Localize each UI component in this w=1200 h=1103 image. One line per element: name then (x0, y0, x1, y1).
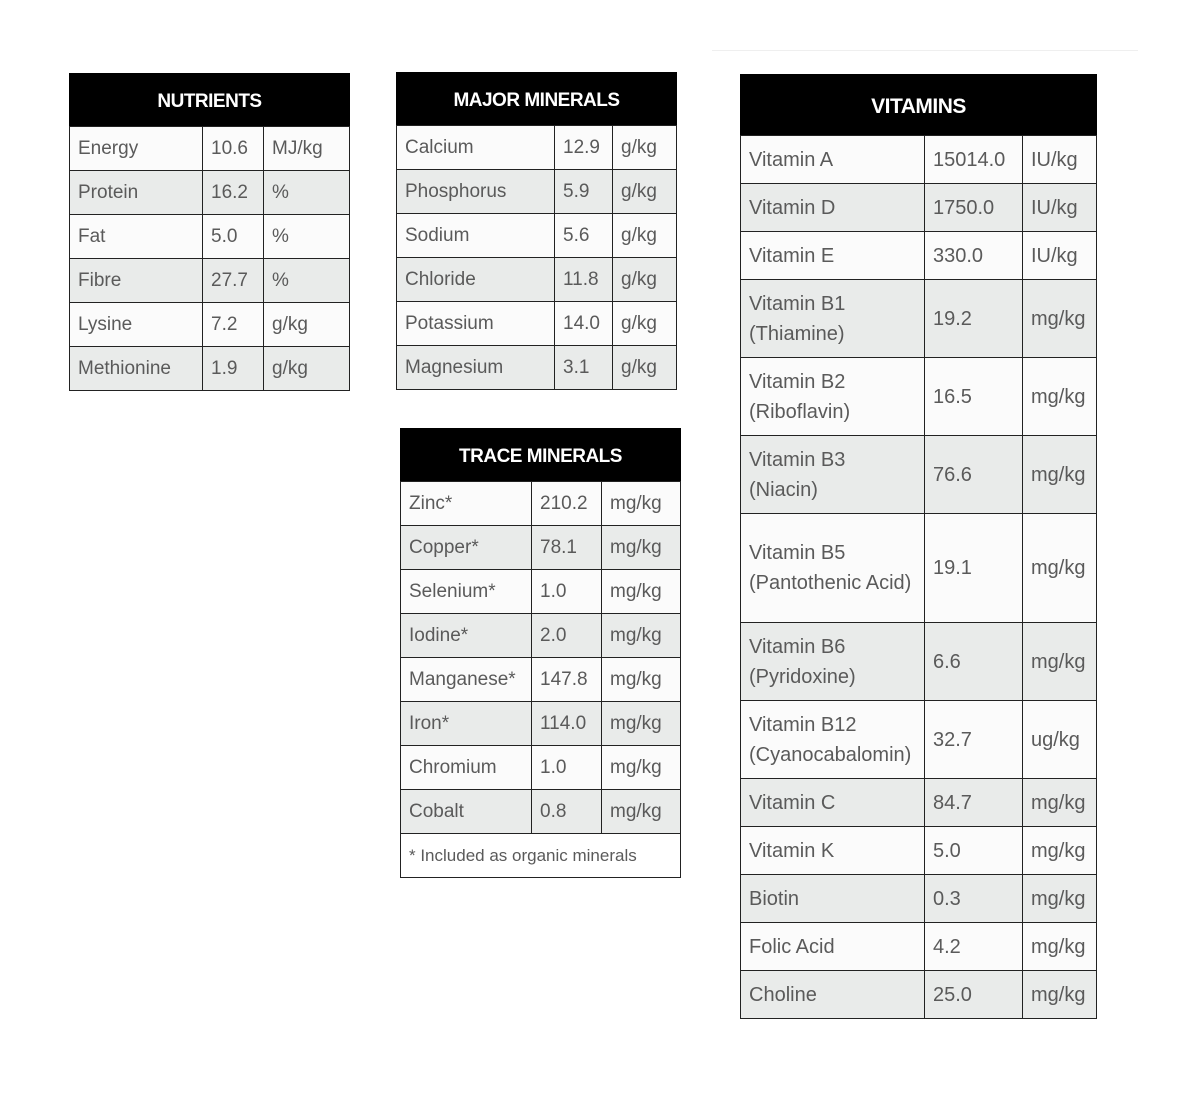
row-value: 14.0 (555, 302, 613, 346)
nutrients-table (69, 73, 350, 391)
row-value: 5.0 (203, 215, 264, 259)
major-minerals-title: MAJOR MINERALS (396, 72, 677, 125)
row-name: Protein (70, 171, 203, 215)
row-name: Vitamin A (741, 136, 925, 184)
row-value: 114.0 (532, 702, 602, 746)
row-unit: IU/kg (1023, 184, 1097, 232)
row-value: 10.6 (203, 127, 264, 171)
row-name: Phosphorus (397, 170, 555, 214)
row-value: 76.6 (925, 436, 1023, 514)
row-value: 11.8 (555, 258, 613, 302)
row-name: Iodine* (401, 614, 532, 658)
row-value: 16.5 (925, 358, 1023, 436)
row-unit: mg/kg (602, 482, 681, 526)
row-unit: ug/kg (1023, 701, 1097, 779)
row-unit: IU/kg (1023, 136, 1097, 184)
row-value: 25.0 (925, 971, 1023, 1019)
table-row (741, 623, 1097, 701)
row-name: Zinc* (401, 482, 532, 526)
trace-minerals-title: TRACE MINERALS (400, 428, 681, 481)
row-unit: mg/kg (1023, 923, 1097, 971)
row-value: 19.1 (925, 514, 1023, 623)
row-value: 27.7 (203, 259, 264, 303)
row-value: 1.0 (532, 570, 602, 614)
row-unit: mg/kg (1023, 971, 1097, 1019)
row-name: Fat (70, 215, 203, 259)
row-name: Vitamin B2 (Riboflavin) (741, 358, 925, 436)
table-row (401, 570, 681, 614)
table-row (401, 746, 681, 790)
table-row (397, 346, 677, 390)
row-name: Chloride (397, 258, 555, 302)
table-row (741, 280, 1097, 358)
row-unit: mg/kg (602, 526, 681, 570)
row-name: Vitamin B6 (Pyridoxine) (741, 623, 925, 701)
row-unit: mg/kg (1023, 514, 1097, 623)
major-minerals-table (396, 72, 677, 390)
table-row (70, 171, 350, 215)
table-row (397, 302, 677, 346)
row-value: 19.2 (925, 280, 1023, 358)
row-name: Sodium (397, 214, 555, 258)
row-value: 1.9 (203, 347, 264, 391)
row-unit: mg/kg (602, 614, 681, 658)
table-row (741, 875, 1097, 923)
table-row (401, 482, 681, 526)
row-value: 0.3 (925, 875, 1023, 923)
table-row (397, 214, 677, 258)
row-name: Vitamin B12 (Cyanocabalomin) (741, 701, 925, 779)
row-name: Vitamin K (741, 827, 925, 875)
row-unit: g/kg (613, 302, 677, 346)
row-unit: mg/kg (602, 790, 681, 834)
table-row (401, 614, 681, 658)
table-row (741, 514, 1097, 623)
row-unit: mg/kg (1023, 280, 1097, 358)
row-unit: mg/kg (602, 658, 681, 702)
row-name: Vitamin B5 (Pantothenic Acid) (741, 514, 925, 623)
table-row (401, 658, 681, 702)
row-name: Vitamin B1 (Thiamine) (741, 280, 925, 358)
table-row (741, 923, 1097, 971)
row-unit: g/kg (613, 214, 677, 258)
row-name: Folic Acid (741, 923, 925, 971)
table-row (741, 358, 1097, 436)
table-row (397, 126, 677, 170)
row-unit: MJ/kg (264, 127, 350, 171)
row-value: 7.2 (203, 303, 264, 347)
row-unit: mg/kg (602, 746, 681, 790)
row-name: Vitamin B3 (Niacin) (741, 436, 925, 514)
row-unit: mg/kg (1023, 827, 1097, 875)
row-name: Magnesium (397, 346, 555, 390)
row-value: 5.9 (555, 170, 613, 214)
table-row (70, 259, 350, 303)
vitamins-table (740, 74, 1097, 1019)
table-row (401, 526, 681, 570)
row-value: 0.8 (532, 790, 602, 834)
row-unit: g/kg (264, 347, 350, 391)
row-name: Vitamin C (741, 779, 925, 827)
row-name: Methionine (70, 347, 203, 391)
row-unit: mg/kg (602, 702, 681, 746)
row-unit: mg/kg (1023, 623, 1097, 701)
table-row (741, 971, 1097, 1019)
row-unit: % (264, 215, 350, 259)
row-name: Chromium (401, 746, 532, 790)
table-row (741, 436, 1097, 514)
table-row (741, 701, 1097, 779)
row-value: 3.1 (555, 346, 613, 390)
table-row (741, 779, 1097, 827)
row-value: 6.6 (925, 623, 1023, 701)
row-unit: g/kg (613, 258, 677, 302)
nutrients-title: NUTRIENTS (69, 73, 350, 126)
row-value: 2.0 (532, 614, 602, 658)
row-unit: % (264, 259, 350, 303)
row-value: 12.9 (555, 126, 613, 170)
row-unit: g/kg (613, 346, 677, 390)
table-row (397, 170, 677, 214)
row-name: Biotin (741, 875, 925, 923)
row-value: 1750.0 (925, 184, 1023, 232)
row-unit: g/kg (613, 126, 677, 170)
row-value: 4.2 (925, 923, 1023, 971)
row-value: 84.7 (925, 779, 1023, 827)
row-value: 147.8 (532, 658, 602, 702)
row-unit: mg/kg (1023, 875, 1097, 923)
row-value: 78.1 (532, 526, 602, 570)
row-value: 1.0 (532, 746, 602, 790)
table-row (70, 303, 350, 347)
trace-minerals-table (400, 428, 681, 878)
row-unit: g/kg (613, 170, 677, 214)
row-name: Selenium* (401, 570, 532, 614)
row-name: Energy (70, 127, 203, 171)
table-row (397, 258, 677, 302)
table-row (401, 702, 681, 746)
trace-minerals-footnote: * Included as organic minerals (401, 834, 681, 878)
row-value: 16.2 (203, 171, 264, 215)
table-row (741, 232, 1097, 280)
row-unit: mg/kg (602, 570, 681, 614)
row-value: 330.0 (925, 232, 1023, 280)
row-unit: mg/kg (1023, 436, 1097, 514)
row-name: Vitamin D (741, 184, 925, 232)
row-unit: mg/kg (1023, 779, 1097, 827)
row-unit: g/kg (264, 303, 350, 347)
row-unit: IU/kg (1023, 232, 1097, 280)
row-name: Vitamin E (741, 232, 925, 280)
row-name: Copper* (401, 526, 532, 570)
row-name: Cobalt (401, 790, 532, 834)
row-name: Potassium (397, 302, 555, 346)
row-name: Iron* (401, 702, 532, 746)
vitamins-title: VITAMINS (740, 74, 1097, 135)
row-unit: mg/kg (1023, 358, 1097, 436)
table-row (70, 215, 350, 259)
table-row (70, 127, 350, 171)
row-name: Calcium (397, 126, 555, 170)
row-name: Lysine (70, 303, 203, 347)
row-value: 210.2 (532, 482, 602, 526)
table-row (741, 827, 1097, 875)
top-divider (712, 50, 1138, 51)
row-value: 5.0 (925, 827, 1023, 875)
row-value: 15014.0 (925, 136, 1023, 184)
table-row (401, 790, 681, 834)
row-name: Fibre (70, 259, 203, 303)
row-name: Manganese* (401, 658, 532, 702)
row-name: Choline (741, 971, 925, 1019)
table-row (741, 136, 1097, 184)
table-row (741, 184, 1097, 232)
row-value: 32.7 (925, 701, 1023, 779)
row-unit: % (264, 171, 350, 215)
row-value: 5.6 (555, 214, 613, 258)
table-row (70, 347, 350, 391)
